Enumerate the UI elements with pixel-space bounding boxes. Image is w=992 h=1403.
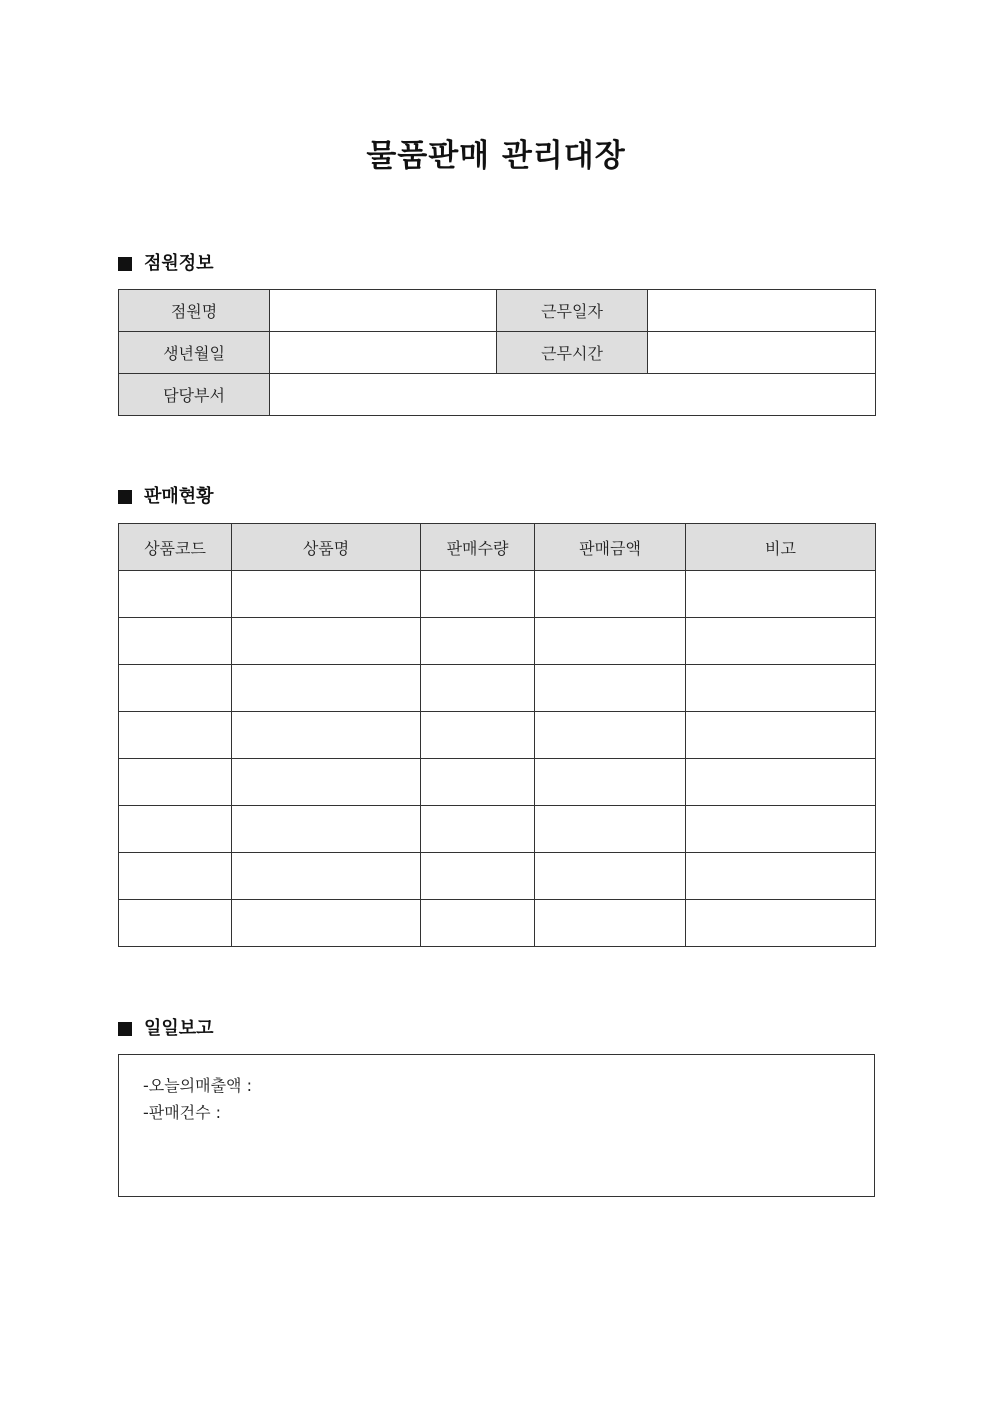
section-heading-daily-report <box>118 1017 214 1041</box>
cell-product-code[interactable] <box>119 806 232 853</box>
birth-date-field[interactable] <box>270 332 497 374</box>
column-header-amount: 판매금액 <box>535 524 686 571</box>
cell-remarks[interactable] <box>686 571 876 618</box>
section-heading-label: 일일보고 <box>144 1018 214 1039</box>
square-bullet-icon <box>118 257 132 271</box>
table-row <box>119 900 876 947</box>
report-line-sales-amount: -오늘의매출액 : <box>143 1076 252 1095</box>
table-row <box>119 759 876 806</box>
staff-name-field[interactable] <box>270 290 497 332</box>
cell-remarks[interactable] <box>686 665 876 712</box>
square-bullet-icon <box>118 490 132 504</box>
cell-amount[interactable] <box>535 759 686 806</box>
cell-quantity[interactable] <box>421 806 535 853</box>
cell-product-name[interactable] <box>232 712 421 759</box>
department-field[interactable] <box>270 374 876 416</box>
work-hours-field[interactable] <box>648 332 876 374</box>
cell-quantity[interactable] <box>421 853 535 900</box>
cell-remarks[interactable] <box>686 806 876 853</box>
cell-product-code[interactable] <box>119 665 232 712</box>
cell-remarks[interactable] <box>686 853 876 900</box>
column-header-quantity: 판매수량 <box>421 524 535 571</box>
section-heading-label: 점원정보 <box>144 253 214 274</box>
cell-product-name[interactable] <box>232 618 421 665</box>
cell-quantity[interactable] <box>421 712 535 759</box>
label-birth-date: 생년월일 <box>119 332 270 374</box>
cell-amount[interactable] <box>535 806 686 853</box>
table-row <box>119 374 876 416</box>
cell-remarks[interactable] <box>686 712 876 759</box>
cell-amount[interactable] <box>535 665 686 712</box>
cell-product-code[interactable] <box>119 900 232 947</box>
table-row <box>119 618 876 665</box>
cell-amount[interactable] <box>535 712 686 759</box>
cell-remarks[interactable] <box>686 900 876 947</box>
cell-quantity[interactable] <box>421 759 535 806</box>
label-staff-name: 점원명 <box>119 290 270 332</box>
section-heading-sales-status <box>118 485 214 509</box>
cell-product-code[interactable] <box>119 759 232 806</box>
label-department: 담당부서 <box>119 374 270 416</box>
table-row <box>119 332 876 374</box>
cell-product-code[interactable] <box>119 853 232 900</box>
cell-quantity[interactable] <box>421 618 535 665</box>
section-heading-staff-info <box>118 252 214 276</box>
cell-product-name[interactable] <box>232 759 421 806</box>
column-header-product-code: 상품코드 <box>119 524 232 571</box>
label-work-hours: 근무시간 <box>497 332 648 374</box>
table-row <box>119 665 876 712</box>
table-row <box>119 290 876 332</box>
cell-quantity[interactable] <box>421 665 535 712</box>
column-header-remarks: 비고 <box>686 524 876 571</box>
cell-product-name[interactable] <box>232 900 421 947</box>
cell-quantity[interactable] <box>421 900 535 947</box>
cell-product-code[interactable] <box>119 618 232 665</box>
cell-remarks[interactable] <box>686 759 876 806</box>
cell-amount[interactable] <box>535 853 686 900</box>
cell-remarks[interactable] <box>686 618 876 665</box>
cell-product-code[interactable] <box>119 571 232 618</box>
label-work-date: 근무일자 <box>497 290 648 332</box>
table-header-row <box>119 524 876 571</box>
daily-report-box[interactable] <box>118 1054 875 1197</box>
report-line-sales-count: -판매건수 : <box>143 1103 222 1122</box>
table-row <box>119 853 876 900</box>
cell-amount[interactable] <box>535 571 686 618</box>
cell-product-name[interactable] <box>232 853 421 900</box>
table-row <box>119 712 876 759</box>
cell-product-name[interactable] <box>232 665 421 712</box>
table-row <box>119 806 876 853</box>
page-title: 물품판매 관리대장 <box>366 138 626 174</box>
square-bullet-icon <box>118 1022 132 1036</box>
cell-product-name[interactable] <box>232 806 421 853</box>
table-row <box>119 571 876 618</box>
cell-quantity[interactable] <box>421 571 535 618</box>
cell-amount[interactable] <box>535 900 686 947</box>
work-date-field[interactable] <box>648 290 876 332</box>
staff-info-table <box>118 289 876 416</box>
cell-product-name[interactable] <box>232 571 421 618</box>
section-heading-label: 판매현황 <box>144 486 214 507</box>
cell-amount[interactable] <box>535 618 686 665</box>
column-header-product-name: 상품명 <box>232 524 421 571</box>
cell-product-code[interactable] <box>119 712 232 759</box>
sales-status-table <box>118 523 876 947</box>
